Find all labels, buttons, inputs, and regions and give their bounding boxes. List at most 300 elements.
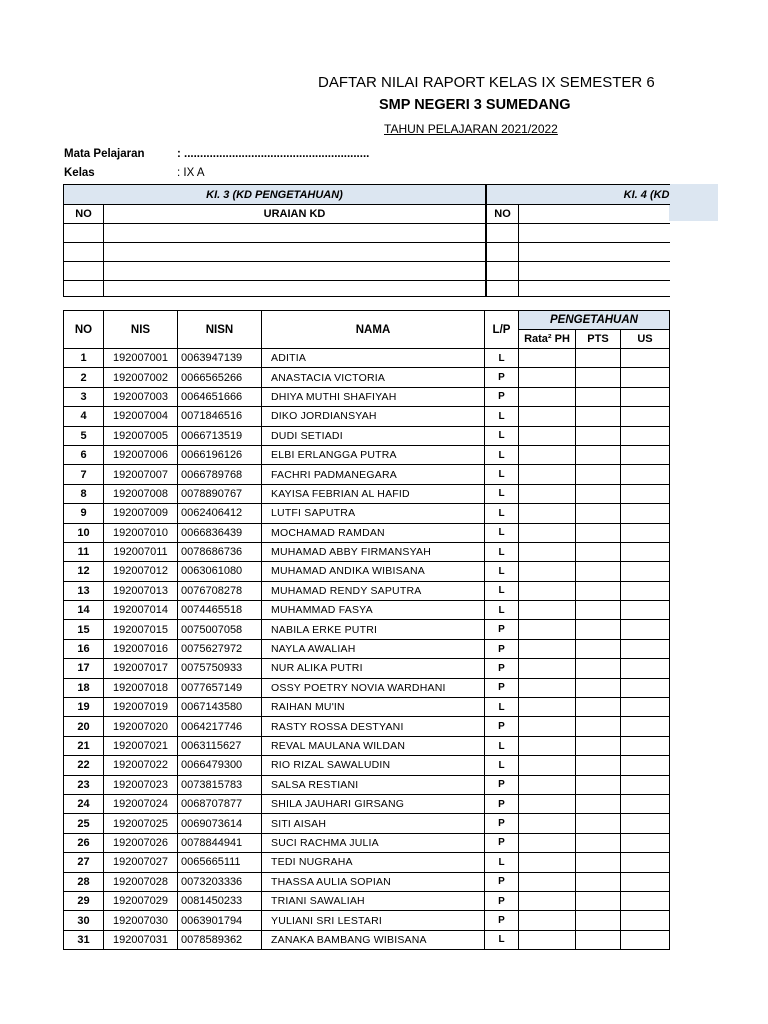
cell-lp: P	[485, 678, 519, 697]
cell-lp: L	[485, 736, 519, 755]
cell-lp: L	[485, 484, 519, 503]
report-title: DAFTAR NILAI RAPORT KELAS IX SEMESTER 6	[318, 74, 655, 91]
table-row	[64, 368, 670, 387]
cell-rata[interactable]	[519, 484, 576, 503]
cell-lp: P	[485, 620, 519, 639]
cell-rata[interactable]	[519, 678, 576, 697]
cell-nisn: 0066713519	[178, 426, 262, 445]
cell-lp: P	[485, 872, 519, 891]
cell-us[interactable]	[621, 814, 670, 833]
cell-nama: ADITIA	[262, 349, 485, 368]
cell-nis: 192007002	[104, 368, 178, 387]
cell-rata[interactable]	[519, 756, 576, 775]
cell-nis: 192007028	[104, 872, 178, 891]
cell-us[interactable]	[621, 387, 670, 406]
cell-nis: 192007012	[104, 562, 178, 581]
cell-us[interactable]	[621, 601, 670, 620]
table-row	[64, 833, 670, 852]
cell-lp: L	[485, 698, 519, 717]
table-row	[64, 620, 670, 639]
cell-nis: 192007022	[104, 756, 178, 775]
cell-lp: P	[485, 639, 519, 658]
cell-nis: 192007001	[104, 349, 178, 368]
cell-nisn: 0077657149	[178, 678, 262, 697]
table-row	[64, 504, 670, 523]
cell-pts[interactable]	[576, 872, 621, 891]
cell-rata[interactable]	[519, 407, 576, 426]
cell-nis: 192007010	[104, 523, 178, 542]
table-row	[64, 465, 670, 484]
cell-rata[interactable]	[519, 639, 576, 658]
cell-lp: L	[485, 349, 519, 368]
cell-nama: SHILA JAUHARI GIRSANG	[262, 794, 485, 813]
cell-nis: 192007004	[104, 407, 178, 426]
cell-pts[interactable]	[576, 794, 621, 813]
cell-rata[interactable]	[519, 523, 576, 542]
table-row	[64, 756, 670, 775]
cell-no: 11	[64, 542, 104, 561]
ki3-col-no: NO	[64, 205, 104, 224]
cell-rata[interactable]	[519, 930, 576, 949]
cell-pts[interactable]	[576, 349, 621, 368]
cell-lp: P	[485, 794, 519, 813]
table-row	[64, 387, 670, 406]
cell-pts[interactable]	[576, 387, 621, 406]
cell-nisn: 0063947139	[178, 349, 262, 368]
ki4-table	[486, 184, 670, 297]
cell-nama: NUR ALIKA PUTRI	[262, 659, 485, 678]
cell-nisn: 0075007058	[178, 620, 262, 639]
cell-nis: 192007029	[104, 891, 178, 910]
table-row	[64, 426, 670, 445]
cell-nama: SUCI RACHMA JULIA	[262, 833, 485, 852]
cell-nisn: 0065665111	[178, 853, 262, 872]
cell-pts[interactable]	[576, 891, 621, 910]
cell-nisn: 0066565266	[178, 368, 262, 387]
cell-nama: MUHAMAD ANDIKA WIBISANA	[262, 562, 485, 581]
cell-us[interactable]	[621, 930, 670, 949]
cell-rata[interactable]	[519, 581, 576, 600]
cell-no: 23	[64, 775, 104, 794]
cell-rata[interactable]	[519, 387, 576, 406]
cell-no: 15	[64, 620, 104, 639]
class-value: : IX A	[177, 167, 205, 179]
table-row	[64, 872, 670, 891]
cell-nama: THASSA AULIA SOPIAN	[262, 872, 485, 891]
cell-nama: REVAL MAULANA WILDAN	[262, 736, 485, 755]
cell-pts[interactable]	[576, 523, 621, 542]
cell-pts[interactable]	[576, 542, 621, 561]
cell-nama: SALSA RESTIANI	[262, 775, 485, 794]
cell-no: 26	[64, 833, 104, 852]
cell-no: 27	[64, 853, 104, 872]
cell-us[interactable]	[621, 368, 670, 387]
col-header-no: NO	[64, 311, 104, 349]
cell-pts[interactable]	[576, 911, 621, 930]
cell-us[interactable]	[621, 620, 670, 639]
col-header-pengetahuan: PENGETAHUAN	[519, 311, 670, 330]
ki3-row	[64, 243, 486, 262]
table-row	[64, 678, 670, 697]
table-row	[64, 445, 670, 464]
subject-label: Mata Pelajaran	[64, 148, 145, 160]
table-row	[64, 911, 670, 930]
cell-rata[interactable]	[519, 911, 576, 930]
ki4-col-no: NO	[487, 205, 519, 224]
cell-rata[interactable]	[519, 853, 576, 872]
cell-nisn: 0078844941	[178, 833, 262, 852]
table-row	[64, 562, 670, 581]
cell-nama: RAIHAN MU'IN	[262, 698, 485, 717]
cell-lp: L	[485, 465, 519, 484]
cell-rata[interactable]	[519, 775, 576, 794]
cell-us[interactable]	[621, 542, 670, 561]
table-row	[64, 930, 670, 949]
cell-nisn: 0067143580	[178, 698, 262, 717]
cell-us[interactable]	[621, 639, 670, 658]
cell-pts[interactable]	[576, 620, 621, 639]
cell-pts[interactable]	[576, 756, 621, 775]
cell-nama: LUTFI SAPUTRA	[262, 504, 485, 523]
cell-nis: 192007027	[104, 853, 178, 872]
cell-nama: MOCHAMAD RAMDAN	[262, 523, 485, 542]
cell-nis: 192007003	[104, 387, 178, 406]
cell-us[interactable]	[621, 426, 670, 445]
cell-nama: RASTY ROSSA DESTYANI	[262, 717, 485, 736]
cell-nama: ELBI ERLANGGA PUTRA	[262, 445, 485, 464]
col-header-rata-ph: Rata² PH	[519, 330, 576, 349]
table-row	[64, 698, 670, 717]
cell-nis: 192007009	[104, 504, 178, 523]
cell-us[interactable]	[621, 349, 670, 368]
cell-nis: 192007020	[104, 717, 178, 736]
table-row	[64, 639, 670, 658]
table-row	[64, 349, 670, 368]
cell-rata[interactable]	[519, 562, 576, 581]
cell-lp: P	[485, 833, 519, 852]
cell-us[interactable]	[621, 659, 670, 678]
cell-rata[interactable]	[519, 872, 576, 891]
cell-lp: P	[485, 368, 519, 387]
cell-no: 17	[64, 659, 104, 678]
cell-nama: NAYLA AWALIAH	[262, 639, 485, 658]
cell-rata[interactable]	[519, 736, 576, 755]
cell-nama: OSSY POETRY NOVIA WARDHANI	[262, 678, 485, 697]
cell-rata[interactable]	[519, 717, 576, 736]
cell-nis: 192007017	[104, 659, 178, 678]
cell-rata[interactable]	[519, 833, 576, 852]
cell-lp: P	[485, 911, 519, 930]
cell-no: 22	[64, 756, 104, 775]
cell-pts[interactable]	[576, 426, 621, 445]
cell-us[interactable]	[621, 678, 670, 697]
cell-nis: 192007026	[104, 833, 178, 852]
cell-no: 29	[64, 891, 104, 910]
cell-rata[interactable]	[519, 620, 576, 639]
col-header-lp: L/P	[485, 311, 519, 349]
cell-nama: TEDI NUGRAHA	[262, 853, 485, 872]
cell-no: 8	[64, 484, 104, 503]
cell-us[interactable]	[621, 484, 670, 503]
cell-no: 2	[64, 368, 104, 387]
cell-nis: 192007015	[104, 620, 178, 639]
cell-no: 1	[64, 349, 104, 368]
ki4-header-fill	[669, 184, 718, 221]
cell-nisn: 0064651666	[178, 387, 262, 406]
cell-lp: L	[485, 523, 519, 542]
class-label: Kelas	[64, 167, 95, 179]
cell-us[interactable]	[621, 717, 670, 736]
table-row	[64, 814, 670, 833]
cell-us[interactable]	[621, 736, 670, 755]
school-name: SMP NEGERI 3 SUMEDANG	[379, 97, 571, 113]
cell-nisn: 0064217746	[178, 717, 262, 736]
cell-us[interactable]	[621, 445, 670, 464]
cell-rata[interactable]	[519, 368, 576, 387]
cell-nisn: 0068707877	[178, 794, 262, 813]
cell-lp: L	[485, 756, 519, 775]
cell-nama: MUHAMMAD FASYA	[262, 601, 485, 620]
cell-rata[interactable]	[519, 891, 576, 910]
table-row	[64, 523, 670, 542]
cell-nisn: 0066479300	[178, 756, 262, 775]
cell-no: 21	[64, 736, 104, 755]
student-grade-table	[63, 310, 670, 950]
cell-nis: 192007016	[104, 639, 178, 658]
cell-pts[interactable]	[576, 698, 621, 717]
cell-rata[interactable]	[519, 698, 576, 717]
cell-nama: YULIANI SRI LESTARI	[262, 911, 485, 930]
cell-us[interactable]	[621, 756, 670, 775]
cell-lp: P	[485, 387, 519, 406]
cell-nis: 192007030	[104, 911, 178, 930]
ki3-row	[64, 224, 486, 243]
cell-no: 9	[64, 504, 104, 523]
cell-rata[interactable]	[519, 659, 576, 678]
table-row	[64, 407, 670, 426]
cell-pts[interactable]	[576, 601, 621, 620]
cell-pts[interactable]	[576, 775, 621, 794]
cell-nisn: 0071846516	[178, 407, 262, 426]
ki4-row	[487, 262, 670, 281]
cell-rata[interactable]	[519, 504, 576, 523]
cell-lp: L	[485, 445, 519, 464]
cell-nisn: 0074465518	[178, 601, 262, 620]
cell-no: 10	[64, 523, 104, 542]
table-row	[64, 794, 670, 813]
cell-pts[interactable]	[576, 736, 621, 755]
cell-nis: 192007013	[104, 581, 178, 600]
cell-us[interactable]	[621, 911, 670, 930]
cell-nisn: 0062406412	[178, 504, 262, 523]
ki3-title: KI. 3 (KD PENGETAHUAN)	[64, 185, 486, 205]
cell-pts[interactable]	[576, 717, 621, 736]
cell-no: 19	[64, 698, 104, 717]
cell-nama: NABILA ERKE PUTRI	[262, 620, 485, 639]
cell-pts[interactable]	[576, 930, 621, 949]
cell-pts[interactable]	[576, 465, 621, 484]
cell-lp: L	[485, 562, 519, 581]
cell-nisn: 0073815783	[178, 775, 262, 794]
cell-nama: ZANAKA BAMBANG WIBISANA	[262, 930, 485, 949]
cell-no: 30	[64, 911, 104, 930]
cell-us[interactable]	[621, 698, 670, 717]
cell-nisn: 0063901794	[178, 911, 262, 930]
cell-pts[interactable]	[576, 445, 621, 464]
cell-rata[interactable]	[519, 349, 576, 368]
cell-no: 7	[64, 465, 104, 484]
cell-rata[interactable]	[519, 794, 576, 813]
cell-nama: DIKO JORDIANSYAH	[262, 407, 485, 426]
cell-nisn: 0073203336	[178, 872, 262, 891]
col-header-pts: PTS	[576, 330, 621, 349]
cell-us[interactable]	[621, 465, 670, 484]
cell-us[interactable]	[621, 794, 670, 813]
subject-value: : ..........................................................	[177, 148, 370, 160]
cell-nama: MUHAMAD ABBY FIRMANSYAH	[262, 542, 485, 561]
cell-nama: DHIYA MUTHI SHAFIYAH	[262, 387, 485, 406]
cell-nis: 192007007	[104, 465, 178, 484]
table-row	[64, 775, 670, 794]
cell-no: 12	[64, 562, 104, 581]
cell-nisn: 0081450233	[178, 891, 262, 910]
cell-us[interactable]	[621, 562, 670, 581]
cell-nisn: 0069073614	[178, 814, 262, 833]
cell-pts[interactable]	[576, 659, 621, 678]
cell-no: 16	[64, 639, 104, 658]
cell-pts[interactable]	[576, 639, 621, 658]
cell-nis: 192007014	[104, 601, 178, 620]
cell-nis: 192007008	[104, 484, 178, 503]
cell-us[interactable]	[621, 872, 670, 891]
cell-nis: 192007024	[104, 794, 178, 813]
cell-no: 24	[64, 794, 104, 813]
cell-rata[interactable]	[519, 814, 576, 833]
cell-us[interactable]	[621, 853, 670, 872]
cell-no: 28	[64, 872, 104, 891]
cell-lp: P	[485, 814, 519, 833]
ki3-col-uraian: URAIAN KD	[104, 205, 486, 224]
col-header-nisn: NISN	[178, 311, 262, 349]
cell-nama: MUHAMAD RENDY SAPUTRA	[262, 581, 485, 600]
cell-lp: P	[485, 717, 519, 736]
cell-rata[interactable]	[519, 445, 576, 464]
cell-no: 18	[64, 678, 104, 697]
cell-nis: 192007025	[104, 814, 178, 833]
cell-pts[interactable]	[576, 504, 621, 523]
cell-nisn: 0063115627	[178, 736, 262, 755]
cell-nama: SITI AISAH	[262, 814, 485, 833]
cell-pts[interactable]	[576, 581, 621, 600]
ki4-title: KI. 4 (KD	[487, 185, 670, 205]
cell-lp: P	[485, 659, 519, 678]
cell-nis: 192007005	[104, 426, 178, 445]
cell-pts[interactable]	[576, 368, 621, 387]
cell-no: 13	[64, 581, 104, 600]
cell-us[interactable]	[621, 523, 670, 542]
cell-nisn: 0066196126	[178, 445, 262, 464]
cell-pts[interactable]	[576, 853, 621, 872]
ki4-row	[487, 281, 670, 297]
cell-lp: L	[485, 407, 519, 426]
cell-no: 6	[64, 445, 104, 464]
cell-rata[interactable]	[519, 601, 576, 620]
cell-no: 25	[64, 814, 104, 833]
cell-nisn: 0075750933	[178, 659, 262, 678]
cell-pts[interactable]	[576, 833, 621, 852]
cell-us[interactable]	[621, 504, 670, 523]
ki3-table	[63, 184, 486, 297]
cell-nama: ANASTACIA VICTORIA	[262, 368, 485, 387]
cell-nis: 192007031	[104, 930, 178, 949]
col-header-us: US	[621, 330, 670, 349]
table-row	[64, 542, 670, 561]
cell-lp: L	[485, 542, 519, 561]
cell-nisn: 0066836439	[178, 523, 262, 542]
cell-us[interactable]	[621, 891, 670, 910]
ki3-row	[64, 281, 486, 297]
table-row	[64, 717, 670, 736]
col-header-nama: NAMA	[262, 311, 485, 349]
cell-nis: 192007006	[104, 445, 178, 464]
cell-no: 20	[64, 717, 104, 736]
table-row	[64, 484, 670, 503]
ki4-row	[487, 224, 670, 243]
cell-nisn: 0075627972	[178, 639, 262, 658]
academic-year: TAHUN PELAJARAN 2021/2022	[384, 122, 558, 136]
table-row	[64, 891, 670, 910]
cell-no: 31	[64, 930, 104, 949]
cell-nama: FACHRI PADMANEGARA	[262, 465, 485, 484]
cell-nisn: 0078589362	[178, 930, 262, 949]
cell-pts[interactable]	[576, 562, 621, 581]
cell-no: 3	[64, 387, 104, 406]
col-header-nis: NIS	[104, 311, 178, 349]
cell-lp: L	[485, 426, 519, 445]
cell-pts[interactable]	[576, 814, 621, 833]
cell-lp: L	[485, 581, 519, 600]
cell-lp: L	[485, 504, 519, 523]
ki4-row	[487, 243, 670, 262]
cell-rata[interactable]	[519, 426, 576, 445]
cell-nisn: 0078890767	[178, 484, 262, 503]
cell-nama: RIO RIZAL SAWALUDIN	[262, 756, 485, 775]
cell-us[interactable]	[621, 581, 670, 600]
cell-nama: TRIANI SAWALIAH	[262, 891, 485, 910]
cell-pts[interactable]	[576, 484, 621, 503]
table-row	[64, 601, 670, 620]
cell-us[interactable]	[621, 775, 670, 794]
cell-rata[interactable]	[519, 542, 576, 561]
cell-pts[interactable]	[576, 407, 621, 426]
cell-us[interactable]	[621, 407, 670, 426]
cell-no: 4	[64, 407, 104, 426]
cell-pts[interactable]	[576, 678, 621, 697]
cell-nis: 192007021	[104, 736, 178, 755]
cell-nis: 192007011	[104, 542, 178, 561]
cell-nisn: 0066789768	[178, 465, 262, 484]
cell-lp: L	[485, 853, 519, 872]
cell-nama: DUDI SETIADI	[262, 426, 485, 445]
cell-rata[interactable]	[519, 465, 576, 484]
table-row	[64, 736, 670, 755]
cell-nis: 192007019	[104, 698, 178, 717]
table-row	[64, 853, 670, 872]
table-row	[64, 659, 670, 678]
cell-nis: 192007023	[104, 775, 178, 794]
cell-us[interactable]	[621, 833, 670, 852]
cell-no: 5	[64, 426, 104, 445]
